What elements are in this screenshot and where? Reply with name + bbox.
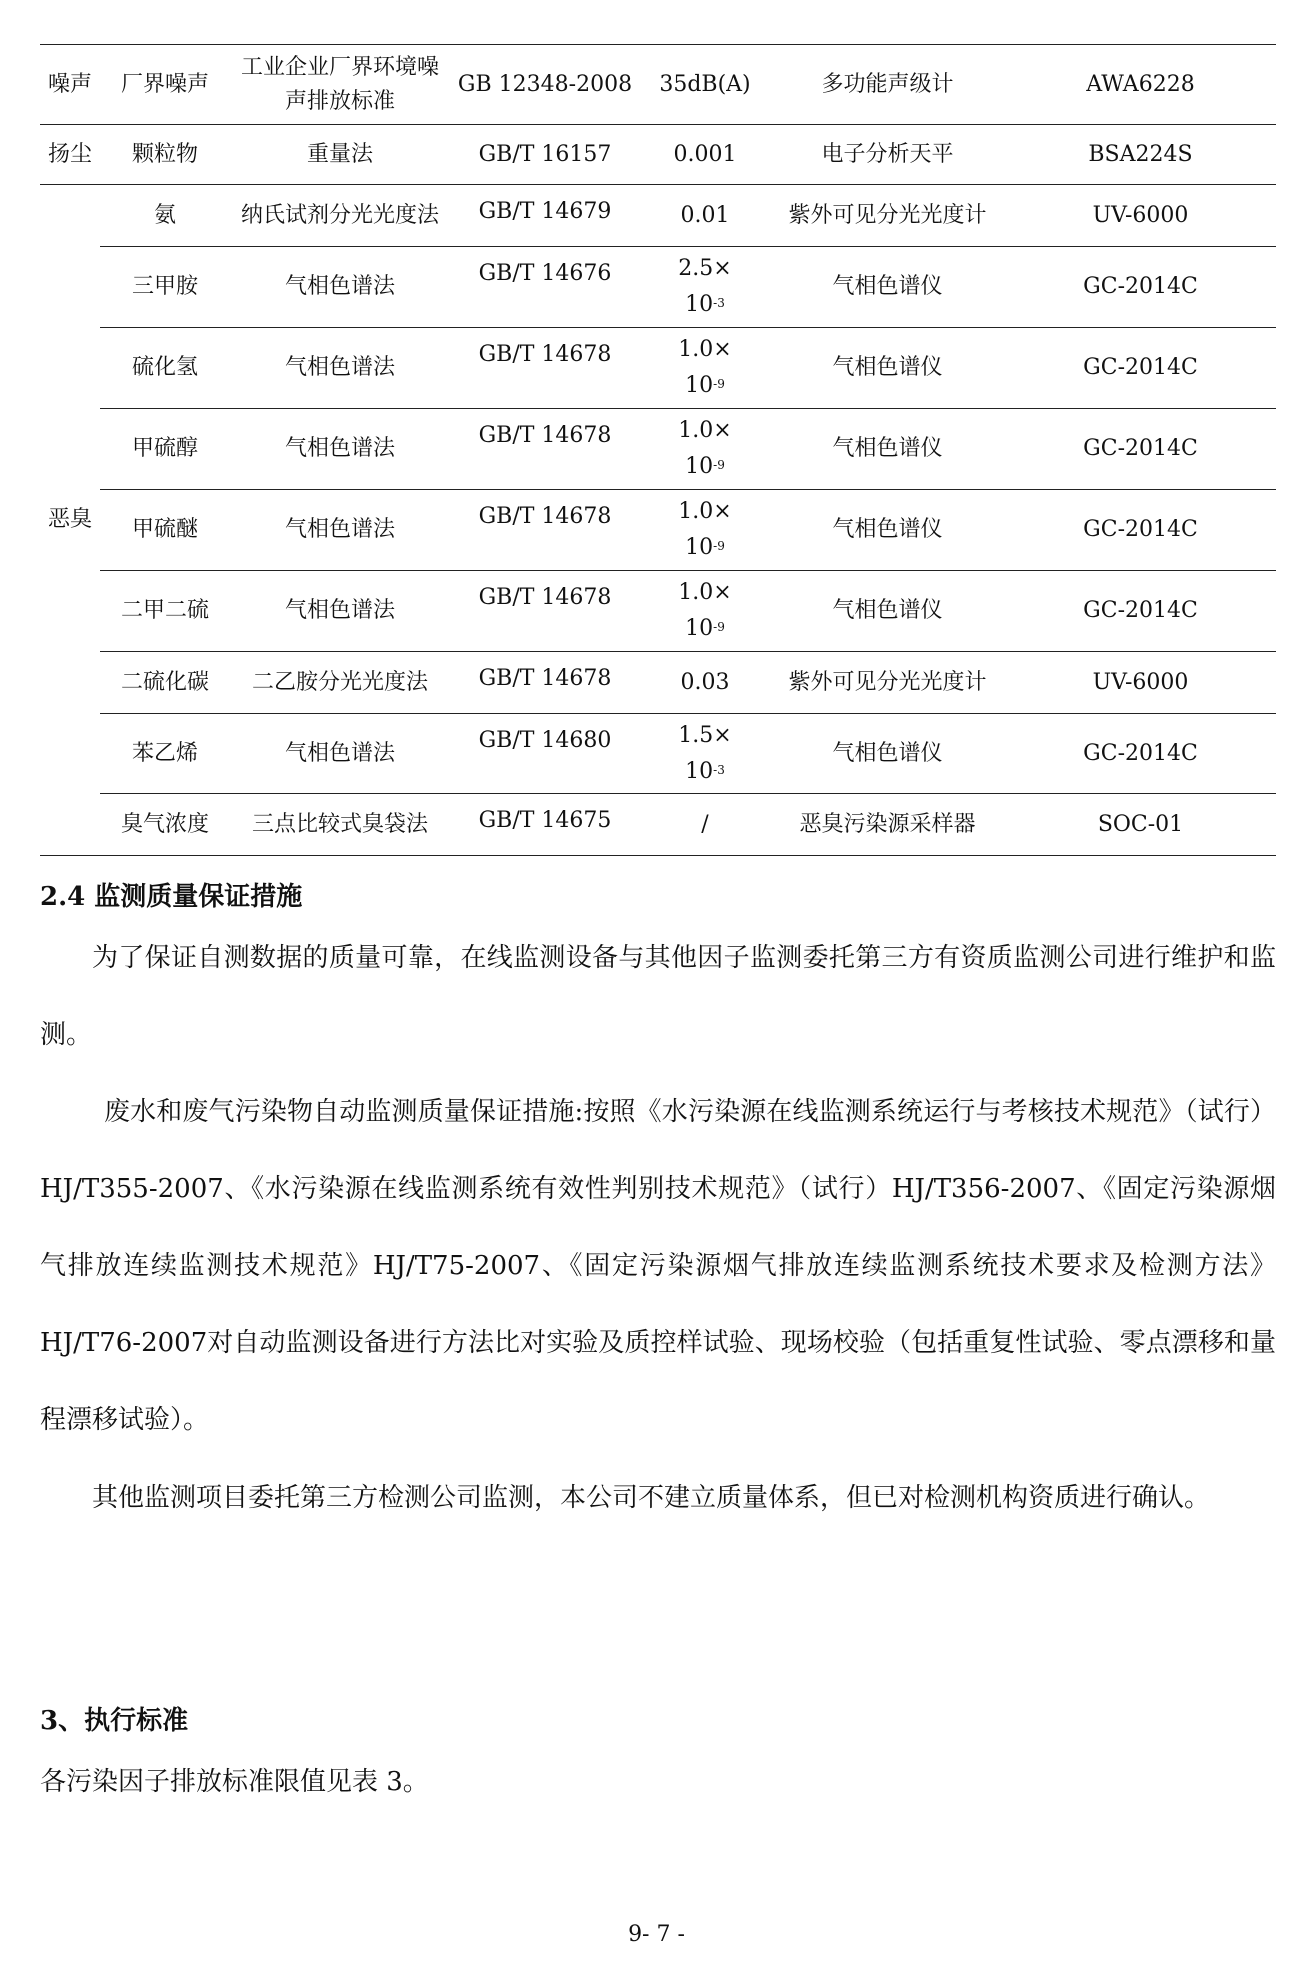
- cell-model: GC-2014C: [1005, 409, 1276, 490]
- cell-item: 臭气浓度: [100, 794, 230, 856]
- cell-model: UV-6000: [1005, 652, 1276, 714]
- cell-item: 甲硫醚: [100, 490, 230, 571]
- cell-instrument: 恶臭污染源采样器: [770, 794, 1005, 856]
- limit-base: 1.0×: [678, 499, 732, 524]
- limit-exponent: -3: [713, 762, 725, 777]
- cell-category: 噪声: [40, 45, 100, 125]
- table-row: [40, 571, 1276, 652]
- cell-instrument: 电子分析天平: [770, 125, 1005, 185]
- limit-exponent: -9: [713, 458, 725, 472]
- cell-category-odor: 恶臭: [40, 185, 100, 856]
- limit-exp-base: 10: [685, 292, 714, 317]
- limit-base: 1.0×: [678, 580, 732, 605]
- cell-model: BSA224S: [1005, 125, 1276, 185]
- cell-category: 扬尘: [40, 125, 100, 185]
- monitoring-methods-table: [40, 44, 1276, 856]
- cell-model: GC-2014C: [1005, 328, 1276, 409]
- table-row: [40, 714, 1276, 794]
- cell-model: GC-2014C: [1005, 714, 1276, 794]
- cell-method: 纳氏试剂分光光度法: [230, 185, 450, 247]
- cell-instrument: 气相色谱仪: [770, 247, 1005, 328]
- cell-limit: [640, 490, 770, 571]
- cell-instrument: 紫外可见分光光度计: [770, 652, 1005, 714]
- table-row: [40, 247, 1276, 328]
- cell-method: 气相色谱法: [230, 328, 450, 409]
- monitoring-methods-table-wrap: [40, 44, 1276, 856]
- cell-model: GC-2014C: [1005, 247, 1276, 328]
- cell-method: 三点比较式臭袋法: [230, 794, 450, 856]
- table-row: [40, 45, 1276, 125]
- cell-standard: GB/T 16157: [450, 125, 640, 185]
- cell-instrument: 气相色谱仪: [770, 328, 1005, 409]
- limit-exponent: -9: [713, 377, 725, 391]
- cell-limit: [640, 571, 770, 652]
- cell-model: UV-6000: [1005, 185, 1276, 247]
- qa-paragraph-1: 为了保证自测数据的质量可靠，在线监测设备与其他因子监测委托第三方有资质监测公司进行维护和监测。: [40, 943, 1276, 1050]
- cell-standard: GB/T 14679: [450, 185, 640, 247]
- limit-base: 1.0×: [678, 337, 732, 362]
- cell-instrument: 气相色谱仪: [770, 490, 1005, 571]
- cell-limit: [640, 247, 770, 328]
- cell-limit: /: [640, 794, 770, 856]
- limit-exponent: -3: [713, 296, 725, 310]
- limit-exponent: -9: [713, 620, 725, 634]
- cell-limit: [640, 409, 770, 490]
- cell-item: 二甲二硫: [100, 571, 230, 652]
- table-row: [40, 794, 1276, 856]
- cell-item: 甲硫醇: [100, 409, 230, 490]
- limit-base: 1.0×: [678, 418, 732, 443]
- cell-instrument: 气相色谱仪: [770, 714, 1005, 794]
- cell-instrument: 气相色谱仪: [770, 409, 1005, 490]
- cell-standard: GB/T 14678: [450, 409, 640, 490]
- qa-paragraph-2: 废水和废气污染物自动监测质量保证措施:按照《水污染源在线监测系统运行与考核技术规范》（试行）HJ/T355-2007、《水污染源在线监测系统有效性判别技术规范》（试行）HJ/T356-2007、《固定污染源烟气排放连续监测技术规范》HJ/T75-2007、《固定污染源烟气排放连续监测系统技术要求及检测方法》HJ/T76-2007对自动监测设备进行方法比对实验及质控样试验、现场校验（包括重复性试验、零点漂移和量程漂移试验）。: [40, 1097, 1276, 1435]
- section-3-title: 3、执行标准: [40, 1706, 189, 1736]
- cell-model: SOC-01: [1005, 794, 1276, 856]
- cell-limit: 0.01: [640, 185, 770, 247]
- page-number: 9- 7 -: [628, 1922, 685, 1947]
- cell-standard: GB/T 14678: [450, 571, 640, 652]
- cell-item: 氨: [100, 185, 230, 247]
- table-row: [40, 185, 1276, 247]
- limit-exp-base: 10: [685, 373, 714, 398]
- cell-limit: 35dB(A): [640, 45, 770, 125]
- cell-model: GC-2014C: [1005, 571, 1276, 652]
- cell-method: 工业企业厂界环境噪声排放标准: [230, 45, 450, 125]
- cell-standard: GB 12348-2008: [450, 45, 640, 125]
- cell-model: AWA6228: [1005, 45, 1276, 125]
- table-row: [40, 125, 1276, 185]
- cell-standard: GB/T 14678: [450, 652, 640, 714]
- table-row: [40, 409, 1276, 490]
- limit-exp-base: 10: [685, 454, 714, 479]
- limit-exp-base: 10: [685, 758, 714, 784]
- cell-method: 气相色谱法: [230, 571, 450, 652]
- section-3-text: 各污染因子排放标准限值见表 3。: [40, 1767, 429, 1797]
- cell-model: GC-2014C: [1005, 490, 1276, 571]
- cell-item: 三甲胺: [100, 247, 230, 328]
- cell-method: 气相色谱法: [230, 714, 450, 794]
- table-row: [40, 490, 1276, 571]
- cell-limit: [640, 328, 770, 409]
- cell-standard: GB/T 14676: [450, 247, 640, 328]
- cell-method: 二乙胺分光光度法: [230, 652, 450, 714]
- limit-exp-base: 10: [685, 616, 714, 641]
- cell-limit: 0.001: [640, 125, 770, 185]
- limit-base: 1.5×: [678, 722, 732, 748]
- cell-instrument: 紫外可见分光光度计: [770, 185, 1005, 247]
- cell-method: 气相色谱法: [230, 247, 450, 328]
- cell-instrument: 多功能声级计: [770, 45, 1005, 125]
- limit-base: 2.5×: [678, 256, 732, 281]
- cell-item: 颗粒物: [100, 125, 230, 185]
- limit-exp-base: 10: [685, 535, 714, 560]
- table-row: [40, 328, 1276, 409]
- cell-item: 苯乙烯: [100, 714, 230, 794]
- cell-standard: GB/T 14678: [450, 490, 640, 571]
- limit-exponent: -9: [713, 539, 725, 553]
- cell-item: 厂界噪声: [100, 45, 230, 125]
- cell-method: 气相色谱法: [230, 490, 450, 571]
- cell-standard: GB/T 14680: [450, 714, 640, 794]
- cell-standard: GB/T 14678: [450, 328, 640, 409]
- cell-limit: [640, 714, 770, 794]
- cell-item: 硫化氢: [100, 328, 230, 409]
- table-row: [40, 652, 1276, 714]
- qa-paragraph-3: 其他监测项目委托第三方检测公司监测，本公司不建立质量体系，但已对检测机构资质进行确认。: [92, 1483, 1211, 1513]
- cell-method: 气相色谱法: [230, 409, 450, 490]
- cell-instrument: 气相色谱仪: [770, 571, 1005, 652]
- cell-standard: GB/T 14675: [450, 794, 640, 856]
- cell-item: 二硫化碳: [100, 652, 230, 714]
- section-2-4-title: 2.4 监测质量保证措施: [40, 882, 303, 912]
- cell-limit: 0.03: [640, 652, 770, 714]
- cell-method: 重量法: [230, 125, 450, 185]
